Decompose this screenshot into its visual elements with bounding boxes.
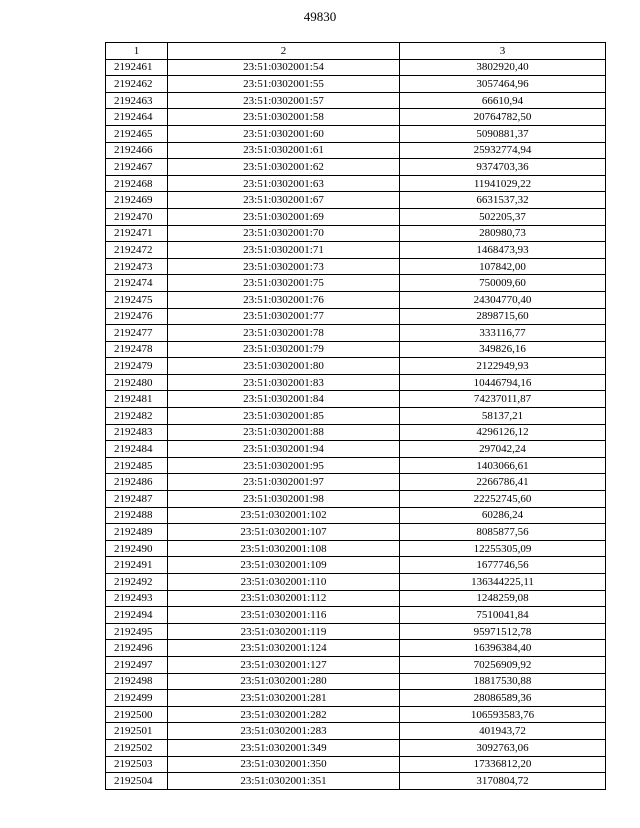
- table-row: [106, 656, 606, 673]
- cadastral-number-cell: 23:51:0302001:109: [168, 557, 400, 574]
- row-number-cell: 2192489: [106, 524, 168, 541]
- cadastral-number-cell: 23:51:0302001:76: [168, 291, 400, 308]
- column-header-2: 2: [168, 43, 400, 60]
- cadastral-value-cell: 107842,00: [400, 258, 606, 275]
- cadastral-number-cell: 23:51:0302001:280: [168, 673, 400, 690]
- cadastral-value-cell: 502205,37: [400, 208, 606, 225]
- row-number-cell: 2192484: [106, 441, 168, 458]
- row-number-cell: 2192500: [106, 706, 168, 723]
- row-number-cell: 2192494: [106, 607, 168, 624]
- cadastral-value-cell: 1468473,93: [400, 242, 606, 259]
- row-number-cell: 2192496: [106, 640, 168, 657]
- table-row: [106, 92, 606, 109]
- cadastral-number-cell: 23:51:0302001:71: [168, 242, 400, 259]
- table-row: [106, 507, 606, 524]
- table-row: [106, 457, 606, 474]
- cadastral-value-cell: 401943,72: [400, 723, 606, 740]
- table-header-row: [106, 43, 606, 60]
- cadastral-number-cell: 23:51:0302001:97: [168, 474, 400, 491]
- cadastral-number-cell: 23:51:0302001:107: [168, 524, 400, 541]
- row-number-cell: 2192501: [106, 723, 168, 740]
- table-row: [106, 441, 606, 458]
- row-number-cell: 2192495: [106, 623, 168, 640]
- row-number-cell: 2192486: [106, 474, 168, 491]
- table-row: [106, 125, 606, 142]
- cadastral-number-cell: 23:51:0302001:69: [168, 208, 400, 225]
- table-row: [106, 557, 606, 574]
- cadastral-number-cell: 23:51:0302001:124: [168, 640, 400, 657]
- row-number-cell: 2192490: [106, 540, 168, 557]
- cadastral-value-cell: 297042,24: [400, 441, 606, 458]
- row-number-cell: 2192488: [106, 507, 168, 524]
- cadastral-value-cell: 333116,77: [400, 325, 606, 342]
- table-row: [106, 607, 606, 624]
- table-row: [106, 76, 606, 93]
- cadastral-value-cell: 5090881,37: [400, 125, 606, 142]
- cadastral-value-cell: 25932774,94: [400, 142, 606, 159]
- row-number-cell: 2192472: [106, 242, 168, 259]
- row-number-cell: 2192483: [106, 424, 168, 441]
- row-number-cell: 2192462: [106, 76, 168, 93]
- cadastral-value-cell: 4296126,12: [400, 424, 606, 441]
- cadastral-number-cell: 23:51:0302001:88: [168, 424, 400, 441]
- table-row: [106, 341, 606, 358]
- cadastral-number-cell: 23:51:0302001:119: [168, 623, 400, 640]
- table-row: [106, 540, 606, 557]
- cadastral-value-cell: 6631537,32: [400, 192, 606, 209]
- table-row: [106, 325, 606, 342]
- cadastral-number-cell: 23:51:0302001:60: [168, 125, 400, 142]
- row-number-cell: 2192464: [106, 109, 168, 126]
- cadastral-number-cell: 23:51:0302001:116: [168, 607, 400, 624]
- row-number-cell: 2192473: [106, 258, 168, 275]
- table-row: [106, 142, 606, 159]
- table-row: [106, 756, 606, 773]
- table-row: [106, 673, 606, 690]
- cadastral-value-cell: 136344225,11: [400, 574, 606, 591]
- cadastral-value-cell: 280980,73: [400, 225, 606, 242]
- table-row: [106, 175, 606, 192]
- row-number-cell: 2192487: [106, 491, 168, 508]
- cadastral-value-cell: 3057464,96: [400, 76, 606, 93]
- row-number-cell: 2192479: [106, 358, 168, 375]
- table-row: [106, 739, 606, 756]
- cadastral-value-cell: 28086589,36: [400, 690, 606, 707]
- cadastral-value-cell: 16396384,40: [400, 640, 606, 657]
- cadastral-number-cell: 23:51:0302001:85: [168, 408, 400, 425]
- row-number-cell: 2192470: [106, 208, 168, 225]
- cadastral-value-cell: 8085877,56: [400, 524, 606, 541]
- cadastral-number-cell: 23:51:0302001:54: [168, 59, 400, 76]
- cadastral-value-cell: 20764782,50: [400, 109, 606, 126]
- cadastral-number-cell: 23:51:0302001:73: [168, 258, 400, 275]
- table-row: [106, 208, 606, 225]
- table-row: [106, 424, 606, 441]
- cadastral-value-cell: 95971512,78: [400, 623, 606, 640]
- row-number-cell: 2192502: [106, 739, 168, 756]
- cadastral-value-cell: 349826,16: [400, 341, 606, 358]
- cadastral-number-cell: 23:51:0302001:350: [168, 756, 400, 773]
- page-number: 49830: [303, 9, 337, 24]
- table-row: [106, 275, 606, 292]
- table-row: [106, 225, 606, 242]
- cadastral-number-cell: 23:51:0302001:78: [168, 325, 400, 342]
- table-row: [106, 59, 606, 76]
- cadastral-number-cell: 23:51:0302001:55: [168, 76, 400, 93]
- cadastral-number-cell: 23:51:0302001:62: [168, 159, 400, 176]
- table-row: [106, 159, 606, 176]
- cadastral-value-cell: 2266786,41: [400, 474, 606, 491]
- row-number-cell: 2192474: [106, 275, 168, 292]
- cadastral-number-cell: 23:51:0302001:102: [168, 507, 400, 524]
- cadastral-value-cell: 2898715,60: [400, 308, 606, 325]
- row-number-cell: 2192493: [106, 590, 168, 607]
- cadastral-number-cell: 23:51:0302001:75: [168, 275, 400, 292]
- row-number-cell: 2192499: [106, 690, 168, 707]
- cadastral-value-cell: 750009,60: [400, 275, 606, 292]
- cadastral-number-cell: 23:51:0302001:94: [168, 441, 400, 458]
- table-row: [106, 491, 606, 508]
- cadastral-value-cell: 1403066,61: [400, 457, 606, 474]
- row-number-cell: 2192465: [106, 125, 168, 142]
- cadastral-number-cell: 23:51:0302001:110: [168, 574, 400, 591]
- cadastral-number-cell: 23:51:0302001:80: [168, 358, 400, 375]
- cadastral-value-cell: 3170804,72: [400, 773, 606, 790]
- cadastral-number-cell: 23:51:0302001:95: [168, 457, 400, 474]
- row-number-cell: 2192481: [106, 391, 168, 408]
- table-row: [106, 706, 606, 723]
- row-number-cell: 2192469: [106, 192, 168, 209]
- table-row: [106, 574, 606, 591]
- cadastral-number-cell: 23:51:0302001:58: [168, 109, 400, 126]
- table-body: [106, 59, 606, 789]
- table-row: [106, 258, 606, 275]
- cadastral-value-cell: 3802920,40: [400, 59, 606, 76]
- cadastral-value-cell: 58137,21: [400, 408, 606, 425]
- table-row: [106, 690, 606, 707]
- row-number-cell: 2192503: [106, 756, 168, 773]
- cadastral-value-cell: 3092763,06: [400, 739, 606, 756]
- cadastral-value-cell: 9374703,36: [400, 159, 606, 176]
- row-number-cell: 2192485: [106, 457, 168, 474]
- cadastral-number-cell: 23:51:0302001:282: [168, 706, 400, 723]
- table-row: [106, 524, 606, 541]
- row-number-cell: 2192471: [106, 225, 168, 242]
- cadastral-value-cell: 18817530,88: [400, 673, 606, 690]
- row-number-cell: 2192480: [106, 374, 168, 391]
- cadastral-number-cell: 23:51:0302001:283: [168, 723, 400, 740]
- cadastral-number-cell: 23:51:0302001:61: [168, 142, 400, 159]
- cadastral-value-cell: 7510041,84: [400, 607, 606, 624]
- table-row: [106, 192, 606, 209]
- cadastral-number-cell: 23:51:0302001:281: [168, 690, 400, 707]
- row-number-cell: 2192492: [106, 574, 168, 591]
- row-number-cell: 2192478: [106, 341, 168, 358]
- row-number-cell: 2192475: [106, 291, 168, 308]
- column-header-1: 1: [106, 43, 168, 60]
- cadastral-number-cell: 23:51:0302001:70: [168, 225, 400, 242]
- cadastral-value-cell: 106593583,76: [400, 706, 606, 723]
- row-number-cell: 2192504: [106, 773, 168, 790]
- cadastral-number-cell: 23:51:0302001:57: [168, 92, 400, 109]
- cadastral-value-cell: 70256909,92: [400, 656, 606, 673]
- cadastral-value-cell: 2122949,93: [400, 358, 606, 375]
- cadastral-number-cell: 23:51:0302001:112: [168, 590, 400, 607]
- row-number-cell: 2192468: [106, 175, 168, 192]
- row-number-cell: 2192461: [106, 59, 168, 76]
- table-row: [106, 308, 606, 325]
- table-row: [106, 242, 606, 259]
- table-row: [106, 723, 606, 740]
- table-row: [106, 109, 606, 126]
- row-number-cell: 2192466: [106, 142, 168, 159]
- row-number-cell: 2192476: [106, 308, 168, 325]
- cadastral-number-cell: 23:51:0302001:127: [168, 656, 400, 673]
- table-row: [106, 474, 606, 491]
- cadastral-number-cell: 23:51:0302001:351: [168, 773, 400, 790]
- cadastral-value-cell: 66610,94: [400, 92, 606, 109]
- cadastral-number-cell: 23:51:0302001:63: [168, 175, 400, 192]
- row-number-cell: 2192491: [106, 557, 168, 574]
- cadastral-value-cell: 60286,24: [400, 507, 606, 524]
- table-row: [106, 391, 606, 408]
- cadastral-value-cell: 24304770,40: [400, 291, 606, 308]
- row-number-cell: 2192482: [106, 408, 168, 425]
- table-row: [106, 408, 606, 425]
- row-number-cell: 2192467: [106, 159, 168, 176]
- table-row: [106, 640, 606, 657]
- cadastral-value-cell: 10446794,16: [400, 374, 606, 391]
- table-row: [106, 773, 606, 790]
- cadastral-number-cell: 23:51:0302001:67: [168, 192, 400, 209]
- cadastral-number-cell: 23:51:0302001:349: [168, 739, 400, 756]
- cadastral-number-cell: 23:51:0302001:108: [168, 540, 400, 557]
- cadastral-number-cell: 23:51:0302001:83: [168, 374, 400, 391]
- table-row: [106, 590, 606, 607]
- table-row: [106, 374, 606, 391]
- cadastral-number-cell: 23:51:0302001:98: [168, 491, 400, 508]
- cadastral-value-cell: 12255305,09: [400, 540, 606, 557]
- cadastral-value-table: [105, 42, 606, 790]
- row-number-cell: 2192477: [106, 325, 168, 342]
- row-number-cell: 2192497: [106, 656, 168, 673]
- cadastral-value-cell: 17336812,20: [400, 756, 606, 773]
- row-number-cell: 2192463: [106, 92, 168, 109]
- cadastral-value-cell: 1677746,56: [400, 557, 606, 574]
- table-row: [106, 358, 606, 375]
- cadastral-number-cell: 23:51:0302001:77: [168, 308, 400, 325]
- cadastral-value-cell: 1248259,08: [400, 590, 606, 607]
- row-number-cell: 2192498: [106, 673, 168, 690]
- cadastral-value-cell: 11941029,22: [400, 175, 606, 192]
- cadastral-number-cell: 23:51:0302001:84: [168, 391, 400, 408]
- column-header-3: 3: [400, 43, 606, 60]
- table-row: [106, 623, 606, 640]
- cadastral-value-cell: 74237011,87: [400, 391, 606, 408]
- table-row: [106, 291, 606, 308]
- cadastral-number-cell: 23:51:0302001:79: [168, 341, 400, 358]
- cadastral-value-cell: 22252745,60: [400, 491, 606, 508]
